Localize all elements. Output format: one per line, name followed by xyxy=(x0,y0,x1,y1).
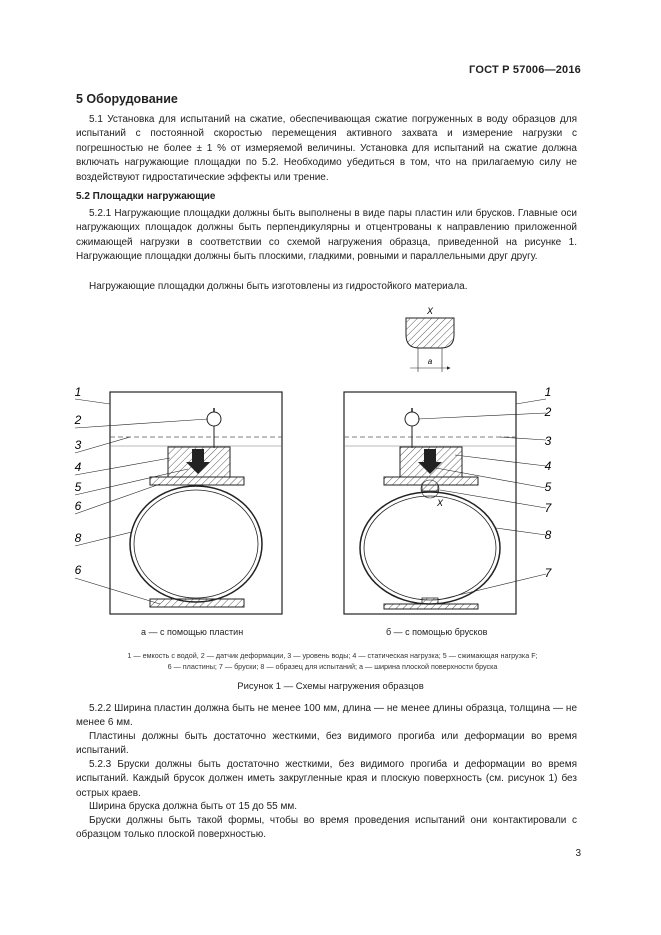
left-label-6-bottom: 6 xyxy=(74,563,82,577)
paragraph-5-2-2: 5.2.2 Ширина пластин должна быть не менее 100 мм, длина — не менее длины образца, толщина — не менее 6 мм. xyxy=(76,703,577,729)
right-x-mark: X xyxy=(436,498,444,508)
subsection-title: 5.2 Площадки нагружающие xyxy=(76,191,216,202)
left-label-5: 5 xyxy=(74,480,82,494)
legend-line-1: 1 — емкость с водой, 2 — датчик деформации, 3 — уровень воды; 4 — статическая нагрузка; 5 — сжимающая нагрузка F; xyxy=(127,651,538,660)
left-scheme-plates xyxy=(74,385,282,614)
standard-number: ГОСТ Р 57006—2016 xyxy=(469,64,581,76)
right-label-7-bottom: 7 xyxy=(544,566,552,580)
detail-x-label: X xyxy=(426,306,434,316)
left-label-6: 6 xyxy=(74,499,82,513)
caption-a: а — с помощью пластин xyxy=(141,627,244,637)
left-label-8: 8 xyxy=(74,531,82,545)
right-label-7: 7 xyxy=(544,501,552,515)
section-title: 5 Оборудование xyxy=(76,92,178,106)
legend-line-2: 6 — пластины; 7 — бруски; 8 — образец для испытаний; а — ширина плоской поверхности бруска xyxy=(167,662,498,671)
figure-legend xyxy=(60,650,605,672)
right-label-5: 5 xyxy=(544,480,552,494)
figure-caption: Рисунок 1 — Схемы нагружения образцов xyxy=(237,681,424,692)
paragraph-5-1: 5.1 Установка для испытаний на сжатие, обеспечивающая сжатие погруженных в воду образцов для испытаний с постоянной скоростью перемещения активного захвата и измерение нагрузки с погрешностью не более ± 1 % от измеряемой величины. Установка для испытаний на сжатие должна включать нагружающие площадки по 5.2. Необходимо убедиться в том, что на прилагаемую силу не воздействуют гидростатические эффекты или трение. xyxy=(76,114,577,183)
paragraph-5-2-3: 5.2.3 Бруски должны быть достаточно жесткими, без видимого прогиба и деформации во время испытаний. Каждый брусок должен иметь закругленные края и плоскую поверхность (см. рисунок 1) без острых краев. xyxy=(76,759,577,799)
paragraph-5-2-1: 5.2.1 Нагружающие площадки должны быть выполнены в виде пары пластин или брусков. Главные оси нагружающих площадок должны быть перпендикулярны и отцентрованы к направлению приложенной сжимающей нагрузки в соответствии со схемой нагружения образца, приведенной на рисунке 1. Нагружающие площадки должны быть плоскими, гладкими, ровными и параллельными друг другу. xyxy=(76,208,577,263)
right-label-3: 3 xyxy=(544,434,552,448)
paragraph-5-2-3-shape: Бруски должны быть такой формы, чтобы во время проведения испытаний они контактировали с образцом только плоской поверхностью. xyxy=(76,815,577,841)
right-scheme-bars xyxy=(344,385,553,614)
detail-a-label: а xyxy=(427,357,433,366)
page-number: 3 xyxy=(575,848,581,859)
left-label-1: 1 xyxy=(74,385,82,399)
bar-detail xyxy=(406,306,454,372)
right-label-1: 1 xyxy=(544,385,552,399)
left-label-4: 4 xyxy=(74,460,82,474)
paragraph-5-2-3-width: Ширина бруска должна быть от 15 до 55 мм. xyxy=(89,801,298,812)
caption-b: б — с помощью брусков xyxy=(386,627,488,637)
paragraph-5-2-1-material: Нагружающие площадки должны быть изготовлены из гидростойкого материала. xyxy=(89,281,468,292)
right-label-2: 2 xyxy=(544,405,552,419)
left-label-2: 2 xyxy=(74,413,82,427)
paragraph-5-2-2-rigidity: Пластины должны быть достаточно жесткими, без видимого прогиба или деформации во время испытаний. xyxy=(76,731,577,757)
right-label-8: 8 xyxy=(544,528,552,542)
left-label-3: 3 xyxy=(74,438,82,452)
right-label-4: 4 xyxy=(544,459,552,473)
